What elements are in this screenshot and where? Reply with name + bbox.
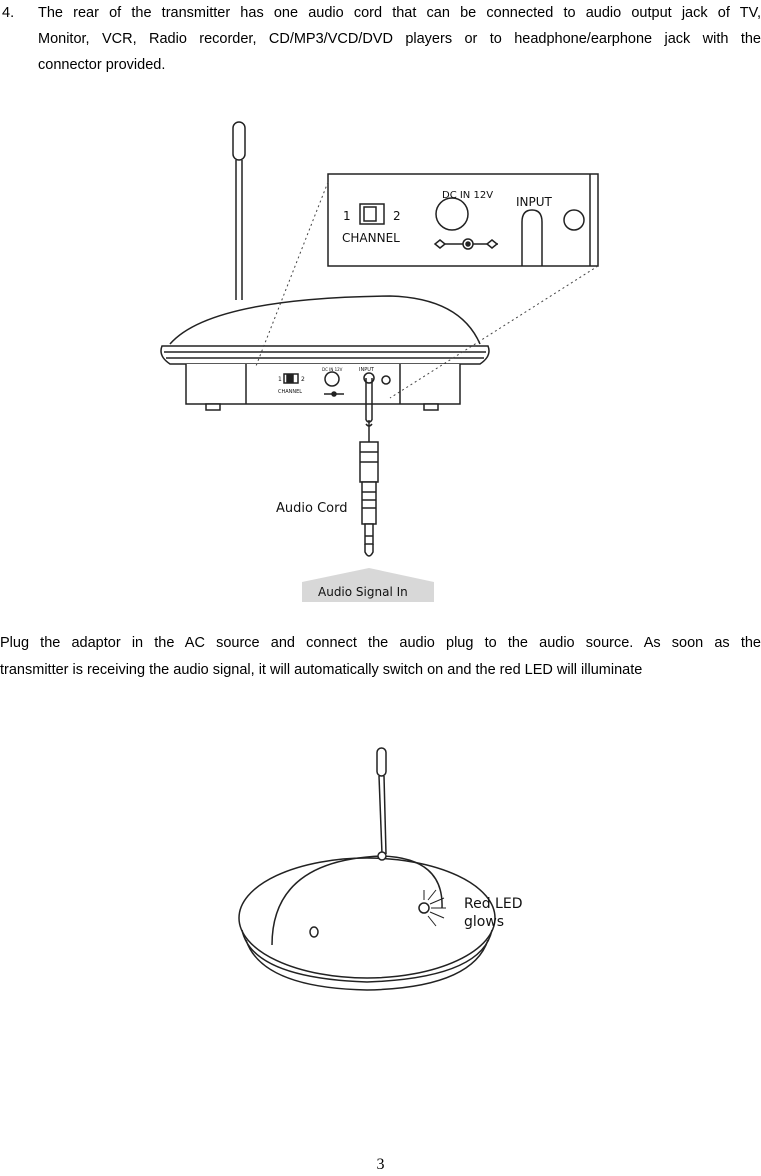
- zoom-channel-label: CHANNEL: [342, 231, 400, 245]
- transmitter-rear-figure: [150, 112, 610, 607]
- zoom-input-label: INPUT: [516, 195, 552, 209]
- transmitter-body: [239, 858, 495, 978]
- list-item-line-3: connector provided.: [38, 57, 166, 73]
- small-channel-1: 1: [278, 376, 282, 383]
- audio-cord-label: Audio Cord: [276, 501, 348, 516]
- list-item-line-1: The rear of the transmitter has one audio cord that can be connected to audio output jack of TV,: [38, 5, 761, 21]
- zoomed-rear-panel: [328, 174, 598, 266]
- transmitter-led-figure: [232, 740, 532, 1000]
- zoom-dc-label: DC IN 12V: [442, 190, 494, 201]
- antenna-tip: [233, 122, 245, 160]
- audio-signal-in-label: Audio Signal In: [318, 585, 408, 599]
- page-number: 3: [376, 1156, 385, 1173]
- small-input-label: INPUT: [359, 367, 374, 373]
- small-channel-label: CHANNEL: [278, 389, 303, 395]
- red-led: [419, 903, 429, 913]
- paragraph-line-2: transmitter is receiving the audio signal, it will automatically switch on and the red LED will illuminate: [0, 662, 643, 678]
- transmitter-dome: [170, 296, 480, 344]
- list-item-line-2: Monitor, VCR, Radio recorder, CD/MP3/VCD/DVD players or to headphone/earphone jack with the: [38, 31, 761, 47]
- small-dc-label: DC IN 12V: [322, 367, 343, 372]
- small-channel-2: 2: [301, 376, 305, 383]
- zoom-channel-1: 1: [343, 209, 351, 223]
- list-item-text: [38, 0, 761, 78]
- red-led-label-line-2: glows: [464, 914, 505, 930]
- list-item-number: 4.: [2, 5, 15, 21]
- antenna-tip: [377, 748, 386, 776]
- paragraph-line-1: Plug the adaptor in the AC source and connect the audio plug to the audio source. As soon as the: [0, 635, 761, 651]
- instruction-paragraph: [0, 630, 761, 684]
- red-led-label-line-1: Red LED: [464, 896, 523, 912]
- zoom-channel-2: 2: [393, 209, 401, 223]
